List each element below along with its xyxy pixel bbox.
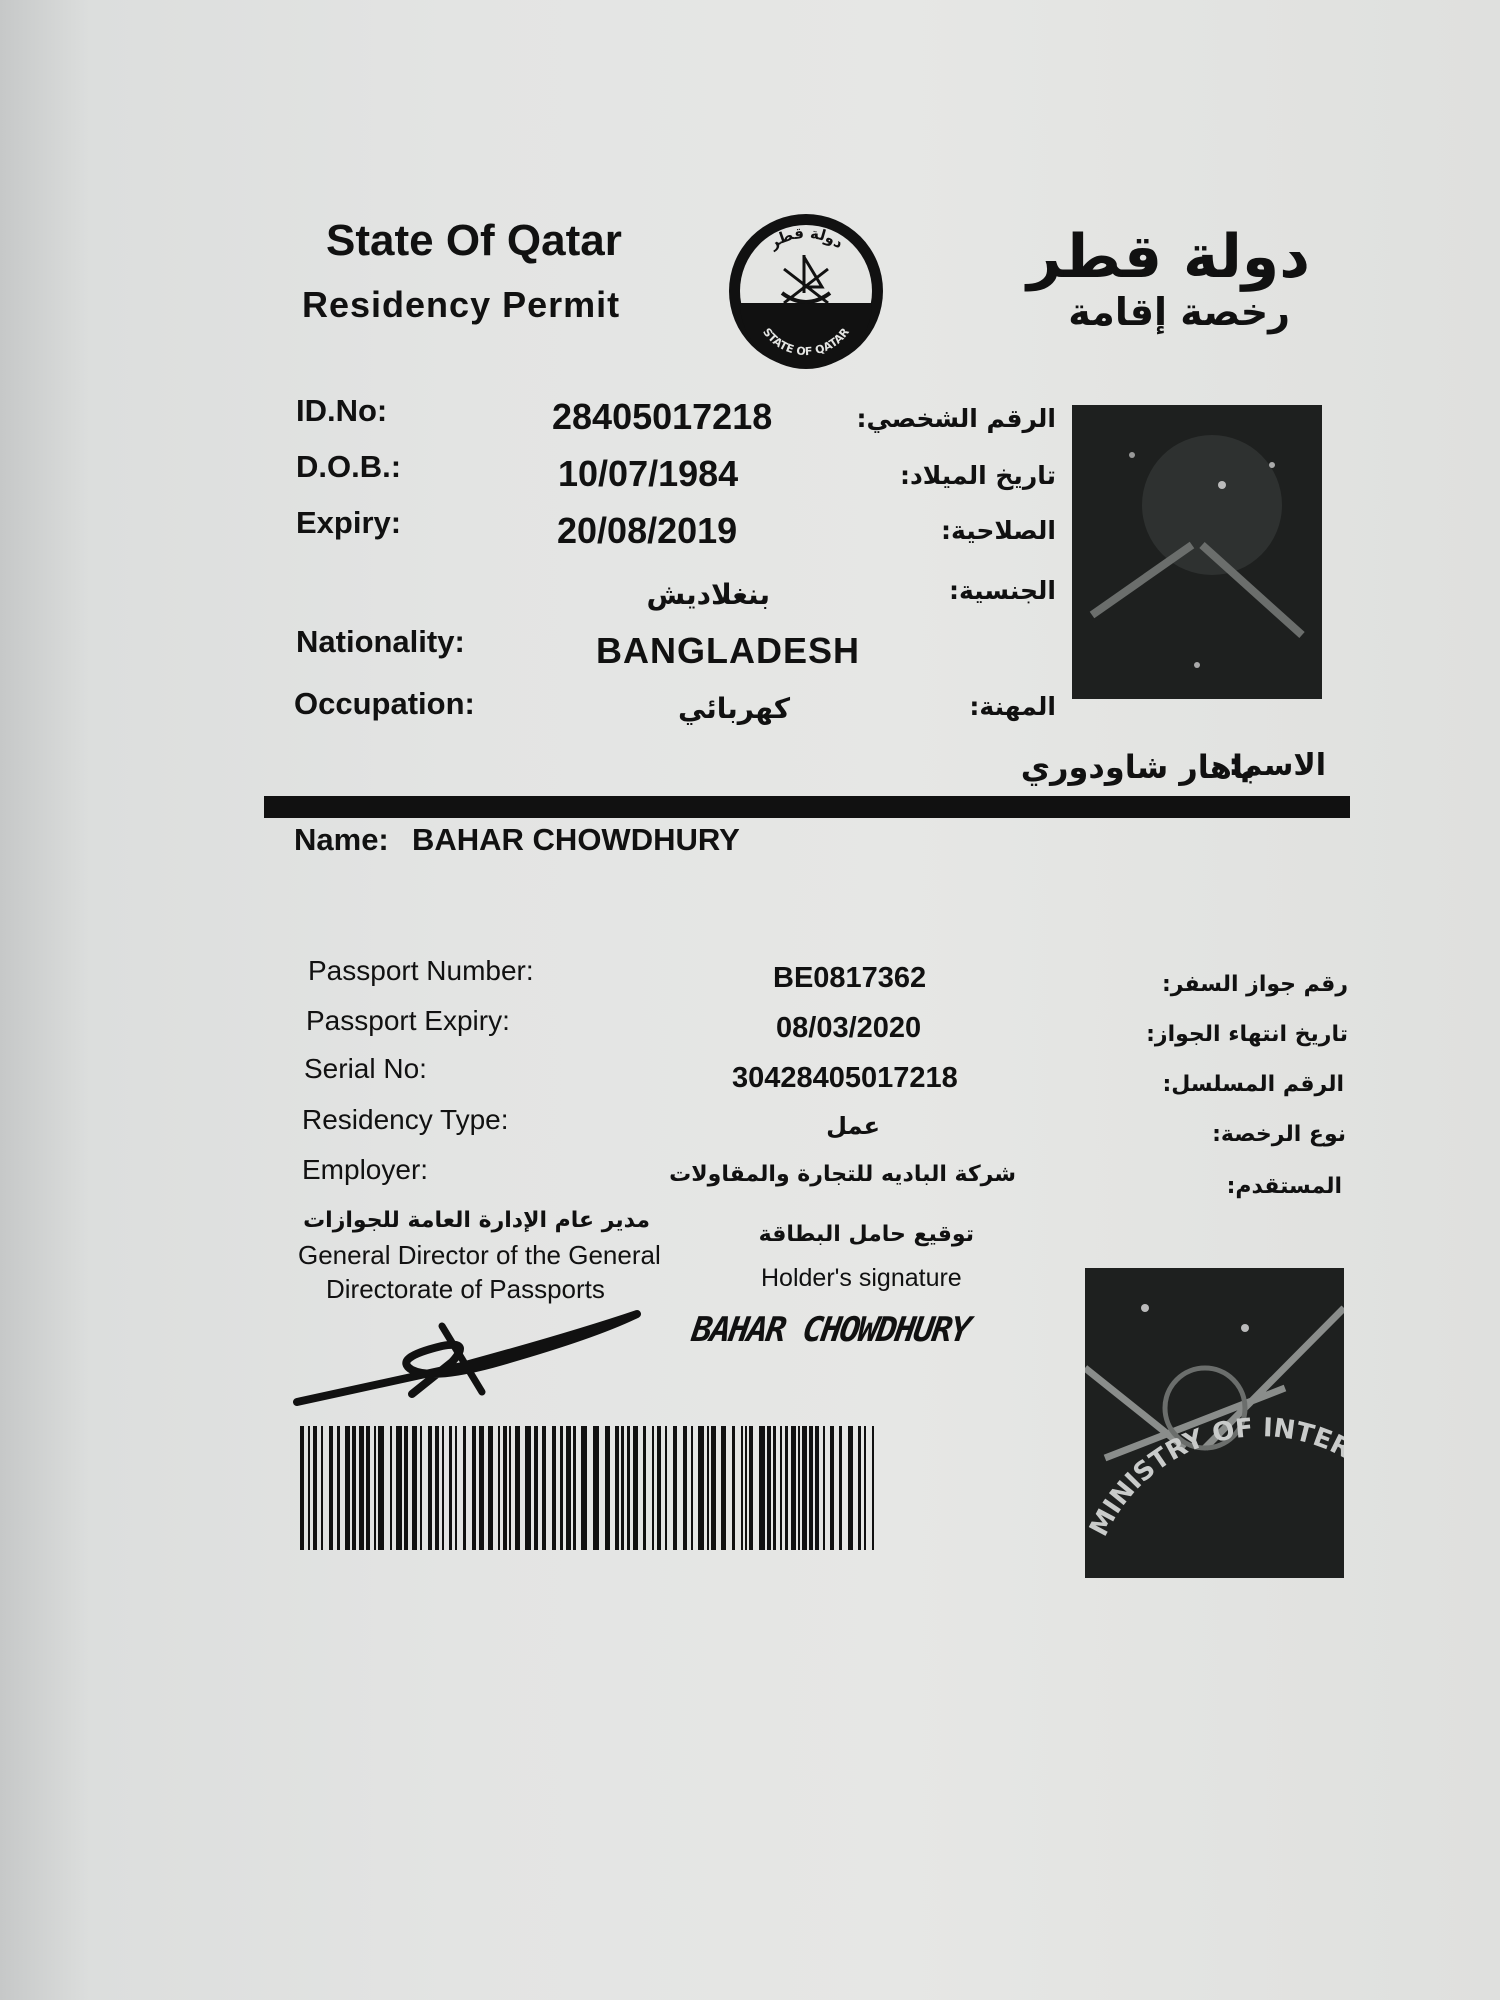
barcode-bar <box>404 1426 408 1550</box>
expiry-value: 20/08/2019 <box>557 510 738 551</box>
director-en-line2: Directorate of Passports <box>326 1274 605 1304</box>
barcode-bar <box>498 1426 500 1550</box>
barcode-bar <box>621 1426 624 1550</box>
expiry-label: Expiry: <box>296 505 402 540</box>
barcode-bar <box>691 1426 693 1550</box>
dob-label: D.O.B.: <box>296 449 402 484</box>
barcode-bar <box>767 1426 771 1550</box>
barcode-bar <box>300 1426 304 1550</box>
barcode <box>298 1426 878 1550</box>
barcode-bar <box>830 1426 834 1550</box>
barcode-bar <box>442 1426 444 1550</box>
director-signature <box>292 1306 646 1414</box>
barcode-bar <box>665 1426 667 1550</box>
barcode-bar <box>605 1426 610 1550</box>
barcode-bar <box>463 1426 466 1550</box>
id-value: 28405017218 <box>552 396 773 437</box>
barcode-bar <box>366 1426 370 1550</box>
barcode-bar <box>732 1426 735 1550</box>
barcode-bar <box>858 1426 861 1550</box>
nationality-label: Nationality: <box>296 624 465 659</box>
serial-label: Serial No: <box>304 1053 427 1084</box>
barcode-bar <box>615 1426 619 1550</box>
barcode-bar <box>749 1426 753 1550</box>
barcode-bar <box>321 1426 323 1550</box>
barcode-bar <box>472 1426 476 1550</box>
barcode-bar <box>534 1426 538 1550</box>
title-en: State Of Qatar <box>326 216 622 265</box>
name-label: Name: <box>294 822 389 857</box>
barcode-bar <box>345 1426 350 1550</box>
barcode-bar <box>509 1426 511 1550</box>
holder-photo <box>1072 405 1322 699</box>
barcode-bar <box>390 1426 392 1550</box>
barcode-bar <box>593 1426 599 1550</box>
barcode-bar <box>707 1426 709 1550</box>
barcode-bar <box>627 1426 630 1550</box>
barcode-bar <box>785 1426 788 1550</box>
nationality-value: BANGLADESH <box>596 630 861 671</box>
residency-type-label: Residency Type: <box>302 1104 509 1135</box>
barcode-bar <box>698 1426 704 1550</box>
barcode-bar <box>378 1426 384 1550</box>
barcode-bar <box>337 1426 340 1550</box>
passport-expiry-value: 08/03/2020 <box>776 1012 922 1044</box>
barcode-bar <box>848 1426 853 1550</box>
barcode-bar <box>428 1426 432 1550</box>
barcode-bar <box>455 1426 457 1550</box>
barcode-bar <box>396 1426 402 1550</box>
barcode-bar <box>515 1426 520 1550</box>
barcode-bar <box>673 1426 677 1550</box>
barcode-bar <box>773 1426 776 1550</box>
barcode-bar <box>711 1426 716 1550</box>
barcode-bar <box>560 1426 563 1550</box>
barcode-bar <box>359 1426 364 1550</box>
barcode-bar <box>633 1426 638 1550</box>
barcode-bar <box>791 1426 796 1550</box>
barcode-bar <box>488 1426 493 1550</box>
barcode-bar <box>745 1426 747 1550</box>
subtitle-en: Residency Permit <box>302 284 621 325</box>
serial-value: 30428405017218 <box>732 1062 958 1094</box>
barcode-bar <box>581 1426 587 1550</box>
barcode-bar <box>352 1426 356 1550</box>
barcode-bar <box>525 1426 531 1550</box>
barcode-bar <box>802 1426 807 1550</box>
employer-label: Employer: <box>302 1154 429 1185</box>
divider-bar <box>264 796 1350 818</box>
svg-text:MINISTRY OF INTERIOR: MINISTRY OF INTE <box>1085 1413 1337 1542</box>
barcode-bar <box>657 1426 661 1550</box>
barcode-bar <box>798 1426 800 1550</box>
passport-number-value: BE0817362 <box>773 962 927 994</box>
name-value: BAHAR CHOWDHURY <box>412 822 740 857</box>
barcode-bar <box>503 1426 507 1550</box>
barcode-bar <box>652 1426 654 1550</box>
barcode-bar <box>683 1426 687 1550</box>
barcode-bar <box>759 1426 765 1550</box>
barcode-bar <box>721 1426 726 1550</box>
barcode-bar <box>542 1426 546 1550</box>
barcode-bar <box>412 1426 417 1550</box>
barcode-bar <box>329 1426 333 1550</box>
barcode-bar <box>823 1426 825 1550</box>
barcode-bar <box>872 1426 874 1550</box>
holder-signature-en: Holder's signature <box>761 1264 962 1292</box>
barcode-bar <box>479 1426 484 1550</box>
director-en-line1: General Director of the General <box>298 1240 661 1270</box>
barcode-bar <box>449 1426 452 1550</box>
barcode-bar <box>839 1426 842 1550</box>
occupation-label: Occupation: <box>294 686 475 721</box>
barcode-bar <box>420 1426 422 1550</box>
dob-value: 10/07/1984 <box>558 453 739 494</box>
svg-text:دولة قطر: دولة قطر <box>765 223 847 253</box>
qatar-emblem-icon <box>726 211 886 371</box>
holder-signature: BAHAR CHOWDHURY <box>689 1310 972 1350</box>
passport-number-label: Passport Number: <box>308 955 534 986</box>
barcode-bar <box>435 1426 439 1550</box>
barcode-bar <box>374 1426 376 1550</box>
passport-expiry-label: Passport Expiry: <box>306 1005 510 1036</box>
svg-text:STATE OF QATAR: STATE OF QATAR <box>760 325 852 359</box>
barcode-bar <box>780 1426 782 1550</box>
barcode-bar <box>741 1426 743 1550</box>
barcode-bar <box>643 1426 646 1550</box>
barcode-bar <box>815 1426 819 1550</box>
barcode-bar <box>552 1426 556 1550</box>
barcode-bar <box>573 1426 576 1550</box>
barcode-bar <box>566 1426 571 1550</box>
barcode-bar <box>313 1426 317 1550</box>
barcode-svg <box>298 1426 878 1550</box>
barcode-bar <box>809 1426 813 1550</box>
barcode-bar <box>864 1426 866 1550</box>
id-label: ID.No: <box>296 393 388 428</box>
ghost-photo <box>1085 1268 1344 1578</box>
barcode-bar <box>308 1426 310 1550</box>
